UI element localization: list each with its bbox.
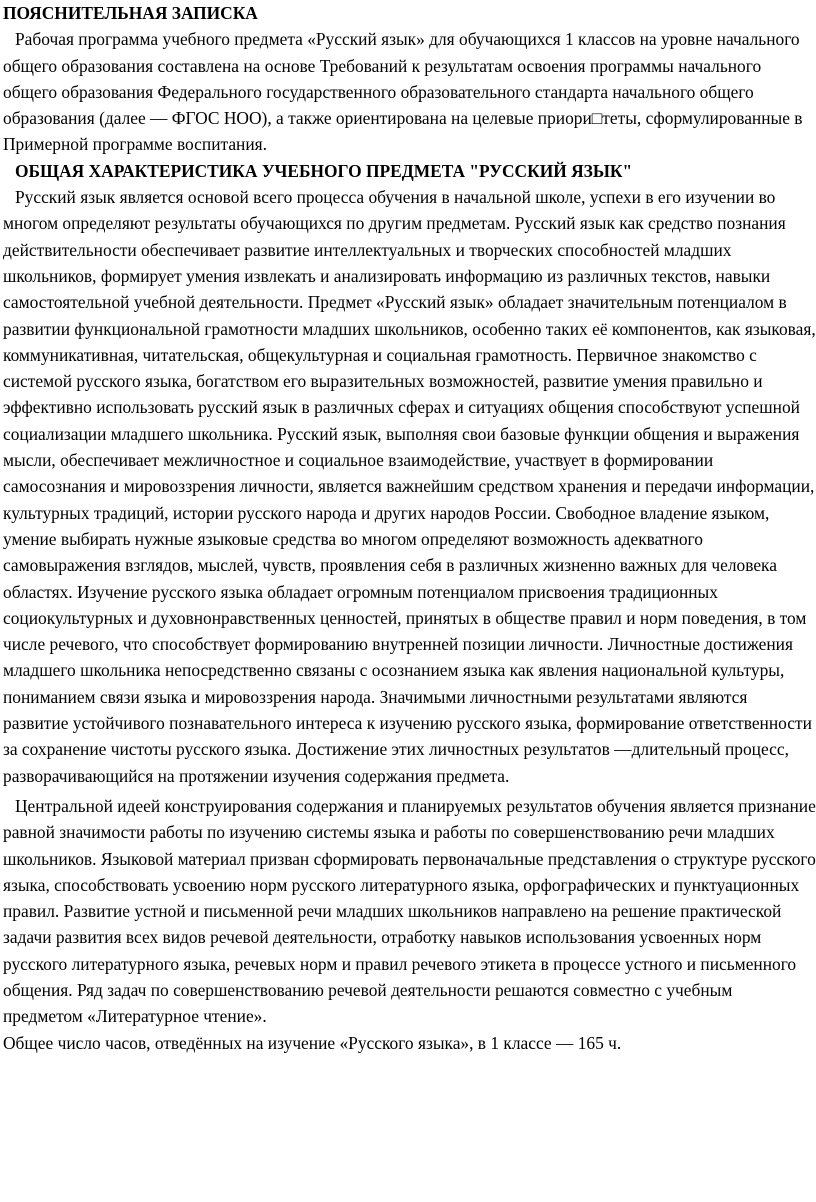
paragraph-intro: Рабочая программа учебного предмета «Русский язык» для обучающихся 1 классов на уровне начального общего образования составлена на основе Требований к результатам освоения программы начального общего образования Федерального государственного образовательного стандарта начального общего образования (далее — ФГОС НОО), а также ориентирована на целевые приори□теты, сформулированные в Примерной программе воспитания. [3, 29, 803, 155]
paragraph-central-idea: Центральной идеей конструирования содержания и планируемых результатов обучения является признание равной значимости работы по изучению системы языка и работы по совершенствованию речи младших школьников. Языковой материал призван сформировать первоначальные представления о структуре русского языка, способствовать усвоению норм русского литературного языка, орфографических и пунктуационных правил. Развитие устной и письменной речи младших школьников направлено на решение практической задачи развития всех видов речевой деятельности, отработку навыков использования усвоенных норм русского литературного языка, речевых норм и правил речевого этикета в процессе устного и письменного общения. Ряд задач по совершенствованию речевой деятельности решаются совместно с учебным предметом «Литературное чтение». [3, 795, 816, 1027]
paragraph-hours: Общее число часов, отведённых на изучение «Русского языка», в 1 классе — 165 ч. [3, 1032, 622, 1053]
heading-explanatory-note: ПОЯСНИТЕЛЬНАЯ ЗАПИСКА [3, 3, 258, 23]
heading-general-characteristics: ОБЩАЯ ХАРАКТЕРИСТИКА УЧЕБНОГО ПРЕДМЕТА "РУССКИЙ ЯЗЫК" [15, 160, 633, 181]
paragraph-characteristics: Русский язык является основой всего процесса обучения в начальной школе, успехи в его изучении во многом определяют результаты обучающихся по другим предметам. Русский язык как средство познания действительности обеспечивает развитие интеллектуальных и творческих способностей младших школьников, формирует умения извлекать и анализировать информацию из различных текстов, навыки самостоятельной учебной деятельности. Предмет «Русский язык» обладает значительным потенциалом в развитии функциональной грамотности младших школьников, особенно таких её компонентов, как языковая, коммуникативная, читательская, общекультурная и социальная грамотность. Первичное знакомство с системой русского языка, богатством его выразительных возможностей, развитие умения правильно и эффективно использовать русский язык в различных сферах и ситуациях общения способствуют успешной социализации младшего школьника. Русский язык, выполняя свои базовые функции общения и выражения мысли, обеспечивает межличностное и социальное взаимодействие, участвует в формировании самосознания и мировоззрения личности, является важнейшим средством хранения и передачи информации, культурных традиций, истории русского народа и других народов России. Свободное владение языком, умение выбирать нужные языковые средства во многом определяют возможность адекватного самовыражения взглядов, мыслей, чувств, проявления себя в различных жизненно важных для человека областях. Изучение русского языка обладает огромным потенциалом присвоения традиционных социокультурных и духовнонравственных ценностей, принятых в обществе правил и норм поведения, в том числе речевого, что способствует формированию внутренней позиции личности. Личностные достижения младшего школьника непосредственно связаны с осознанием языка как явления национальной культуры, пониманием связи языка и мировоззрения народа. Значимыми личностными результатами являются развитие устойчивого познавательного интереса к изучению русского языка, формирование ответственности за сохранение чистоты русского языка. Достижение этих личностных результатов —длительный процесс, разворачивающийся на протяжении изучения содержания предмета. [3, 187, 816, 786]
